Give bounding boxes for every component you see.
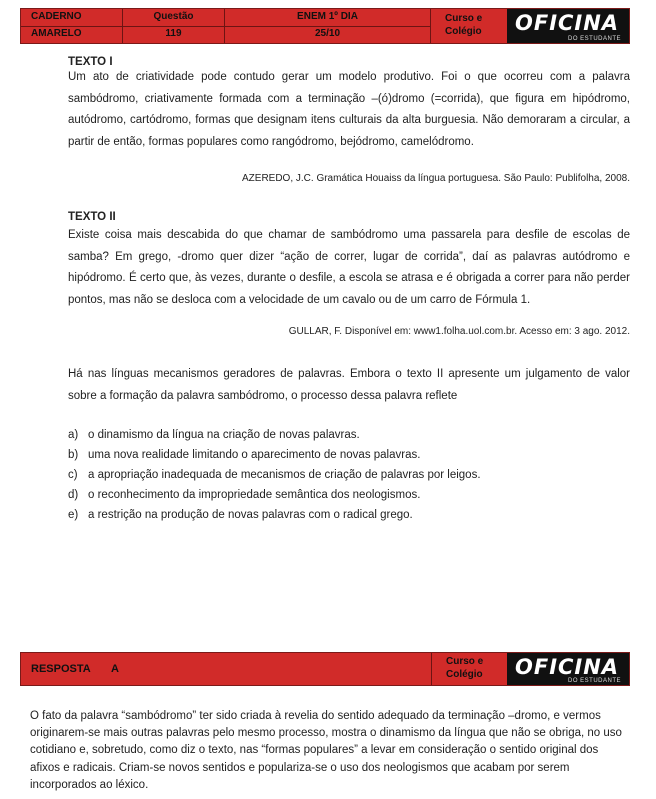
question-stem: Há nas línguas mecanismos geradores de palavras. Embora o texto II apresente um julgamento de valor sobre a formação da palavra sambódromo, o processo dessa palavra reflete [68, 368, 630, 402]
answer-curso-cell [431, 653, 510, 685]
exam-cell [225, 9, 431, 43]
option-text: a apropriação inadequada de mecanismos de criação de palavras por leigos. [88, 469, 481, 481]
option-letter: e) [68, 509, 79, 521]
option-letter: d) [68, 489, 79, 501]
logo-tagline: DO ESTUDANTE [567, 36, 621, 42]
answer-options [68, 425, 630, 525]
answer-logo-tagline: DO ESTUDANTE [567, 678, 621, 684]
texto2-source: GULLAR, F. Disponível em: www1.folha.uol.com.br. Acesso em: 3 ago. 2012. [288, 326, 630, 337]
answer-label: RESPOSTA [31, 663, 91, 675]
questao-label: Questão [153, 11, 194, 22]
answer-bar [20, 652, 630, 686]
option-e[interactable] [68, 505, 630, 525]
option-text: o reconhecimento da impropriedade semântica dos neologismos. [88, 489, 421, 501]
option-a[interactable] [68, 425, 630, 445]
curso-line1: Curso e [445, 13, 483, 24]
logo-brand-text: OFICINA [515, 11, 620, 35]
caderno-value: AMARELO [31, 28, 82, 39]
texto1-source: AZEREDO, J.C. Gramática Houaiss da língua portuguesa. São Paulo: Publifolha, 2008. [242, 173, 630, 184]
curso-cell [431, 9, 509, 43]
caderno-label: CADERNO [31, 11, 82, 22]
option-letter: c) [68, 469, 78, 481]
answer-curso-line1: Curso e [446, 656, 484, 667]
option-letter: b) [68, 449, 79, 461]
caderno-cell [21, 9, 123, 43]
oficina-logo [507, 9, 629, 43]
answer-curso-line2: Colégio [446, 669, 483, 680]
answer-logo-brand-text: OFICINA [515, 655, 620, 679]
answer-oficina-logo [507, 653, 629, 685]
option-b[interactable] [68, 445, 630, 465]
exam-label: ENEM 1º DIA [297, 11, 358, 22]
questao-value: 119 [165, 28, 182, 39]
texto1-heading: TEXTO I [68, 56, 113, 68]
answer-explanation: O fato da palavra “sambódromo” ter sido criada à revelia do sentido adequado da terminação –dromo, e vermos originarem-se mais outras palavras pelo mesmo processo, mostra o dinamismo da língua que não se obriga, no uso cotidiano e, sobretudo, como diz o texto, nas “formas populares” a levar em consideração o sentido original dos afixos e radicais. Criam-se novos sentidos e populariza-se o uso dos neologismos que acabam por serem incorporados ao léxico. [30, 710, 622, 791]
texto2-body: Existe coisa mais descabida do que chamar de sambódromo uma passarela para desfile de escolas de samba? Em grego, -dromo quer dizer “ação de correr, lugar de corrida”, daí as palavras autódromo e hipódromo. É certo que, às vezes, durante o desfile, a escola se atrasa e é obrigada a correr para não perder pontos, mas não se desloca com a velocidade de um cavalo ou de um carro de Fórmula 1. [68, 229, 630, 306]
option-text: a restrição na produção de novas palavras com o radical grego. [88, 509, 413, 521]
option-text: o dinamismo da língua na criação de novas palavras. [88, 429, 360, 441]
option-text: uma nova realidade limitando o aparecimento de novas palavras. [88, 449, 421, 461]
texto1-body: Um ato de criatividade pode contudo gerar um modelo produtivo. Foi o que ocorreu com a palavra sambódromo, criativamente formada com a terminação –(ó)dromo (=corrida), que figura em hipódromo, autódromo, cartódromo, formas que designam itens culturais da alta burguesia. Não demoraram a circular, a partir de então, formas populares como rangódromo, bejódromo, camelódromo. [68, 71, 630, 148]
curso-line2: Colégio [445, 26, 482, 37]
exam-date: 25/10 [314, 28, 341, 39]
answer-letter: A [111, 663, 119, 675]
option-letter: a) [68, 429, 79, 441]
option-d[interactable] [68, 485, 630, 505]
questao-cell [123, 9, 225, 43]
header-bar [20, 8, 630, 44]
texto2-heading: TEXTO II [68, 211, 116, 223]
option-c[interactable] [68, 465, 630, 485]
